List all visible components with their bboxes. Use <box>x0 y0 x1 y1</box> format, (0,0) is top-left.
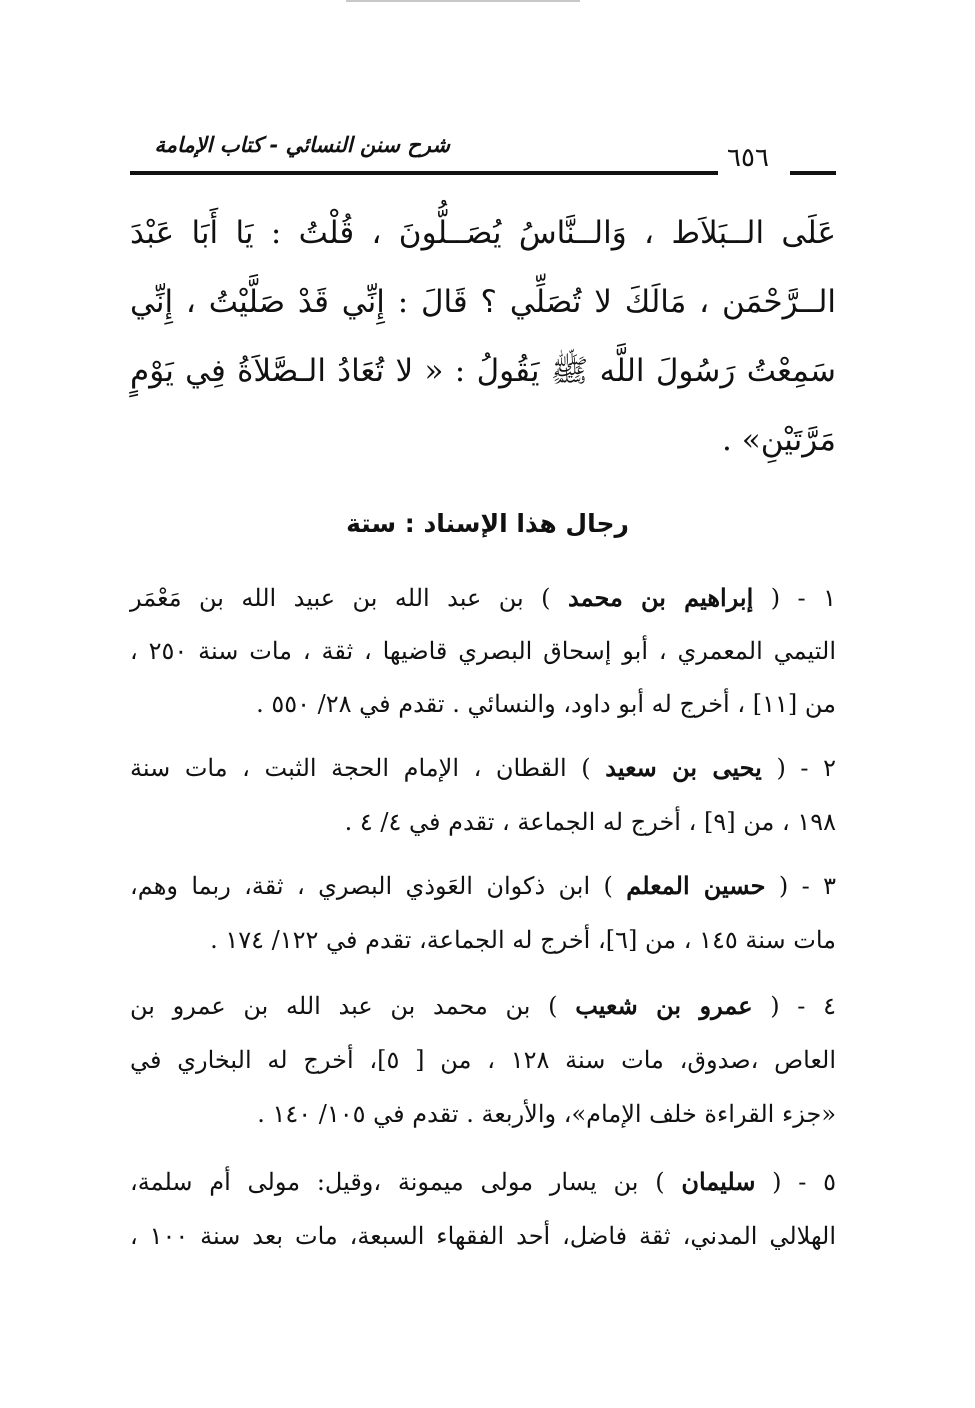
narrator-entry-3 <box>130 862 836 910</box>
narrator-entry-4 <box>130 982 836 1030</box>
running-header-title: شرح سنن النسائي - كتاب الإمامة <box>154 133 450 157</box>
top-divider <box>346 0 580 2</box>
narrator-number: ٢ - ( <box>776 754 837 782</box>
narrator-entry-1 <box>130 574 836 622</box>
narrator-number: ٣ - ( <box>778 872 837 900</box>
narrator-number: ١ - ( <box>770 584 836 612</box>
header-rule <box>130 171 718 175</box>
narrator-details: ) القطان ، الإمام الحجة الثبت ، مات سنة <box>130 754 591 782</box>
narrator-name: إبراهيم بن محمد <box>567 583 754 612</box>
narrator-details-line: «جزء القراءة خلف الإمام»، والأربعة . تقدم في ١٠٥/ ١٤٠ . <box>257 1100 836 1128</box>
narrator-name: سليمان <box>681 1167 756 1196</box>
narrator-details-line: من [١١] ، أخرج له أبو داود، والنسائي . تقدم في ٢٨/ ٥٥٠ . <box>256 690 836 718</box>
narrator-name: يحيى بن سعيد <box>605 753 762 782</box>
narrator-name: حسين المعلم <box>626 871 766 900</box>
narrator-details: ) بن عبد الله بن عبيد الله بن مَعْمَر <box>130 584 551 612</box>
narrator-details: ) بن محمد بن عبد الله بن عمرو بن <box>130 992 558 1020</box>
narrator-details-line: العاص ،صدوق، مات سنة ١٢٨ ، من [ ٥]، أخرج له البخاري في <box>130 1046 837 1074</box>
narrator-details-line: ١٩٨ ، من [٩] ، أخرج له الجماعة ، تقدم في ٤/ ٤ . <box>344 808 836 836</box>
header-rule-page-number <box>790 171 836 175</box>
narrator-number: ٥ - ( <box>772 1168 836 1196</box>
hadith-text-line: مَرَّتَيْنِ» . <box>722 422 836 458</box>
narrator-name: عمرو بن شعيب <box>575 991 753 1020</box>
hadith-text-line: سَمِعْتُ رَسُولَ اللَّه ﷺ يَقُولُ : « لا تُعَادُ الـصَّلاَةُ فِي يَوْمٍ <box>130 353 836 389</box>
narrator-entry-2 <box>130 744 836 792</box>
narrator-details-line: الهلالي المدني، ثقة فاضل، أحد الفقهاء السبعة، مات بعد سنة ١٠٠ ، <box>130 1222 837 1250</box>
narrator-number: ٤ - ( <box>770 992 837 1020</box>
hadith-text-line: الــرَّحْمَن ، مَالَكَ لا تُصَلِّي ؟ قَالَ : إِنِّي قَدْ صَلَّيْتُ ، إِنِّي <box>130 284 836 320</box>
narrator-entry-5 <box>130 1158 836 1206</box>
narrator-details-line: التيمي المعمري ، أبو إسحاق البصري قاضيها ، ثقة ، مات سنة ٢٥٠ ، <box>130 637 836 665</box>
narrator-details-line: مات سنة ١٤٥ ، من [٦]، أخرج له الجماعة، تقدم في ١٢٢/ ١٧٤ . <box>210 926 836 954</box>
section-heading: رجال هذا الإسناد : ستة <box>346 509 629 538</box>
narrator-details: ) بن يسار مولى ميمونة ،وقيل: مولى أم سلمة، <box>130 1168 665 1196</box>
narrator-details: ) ابن ذكوان العَوذي البصري ، ثقة، ربما وهم، <box>130 872 613 900</box>
hadith-text-line: عَلَى الــبَلاَط ، وَالــنَّاسُ يُصَــلُّونَ ، قُلْتُ : يَا أَبَا عَبْدَ <box>130 215 836 251</box>
page-number: ٦٥٦ <box>727 143 769 173</box>
